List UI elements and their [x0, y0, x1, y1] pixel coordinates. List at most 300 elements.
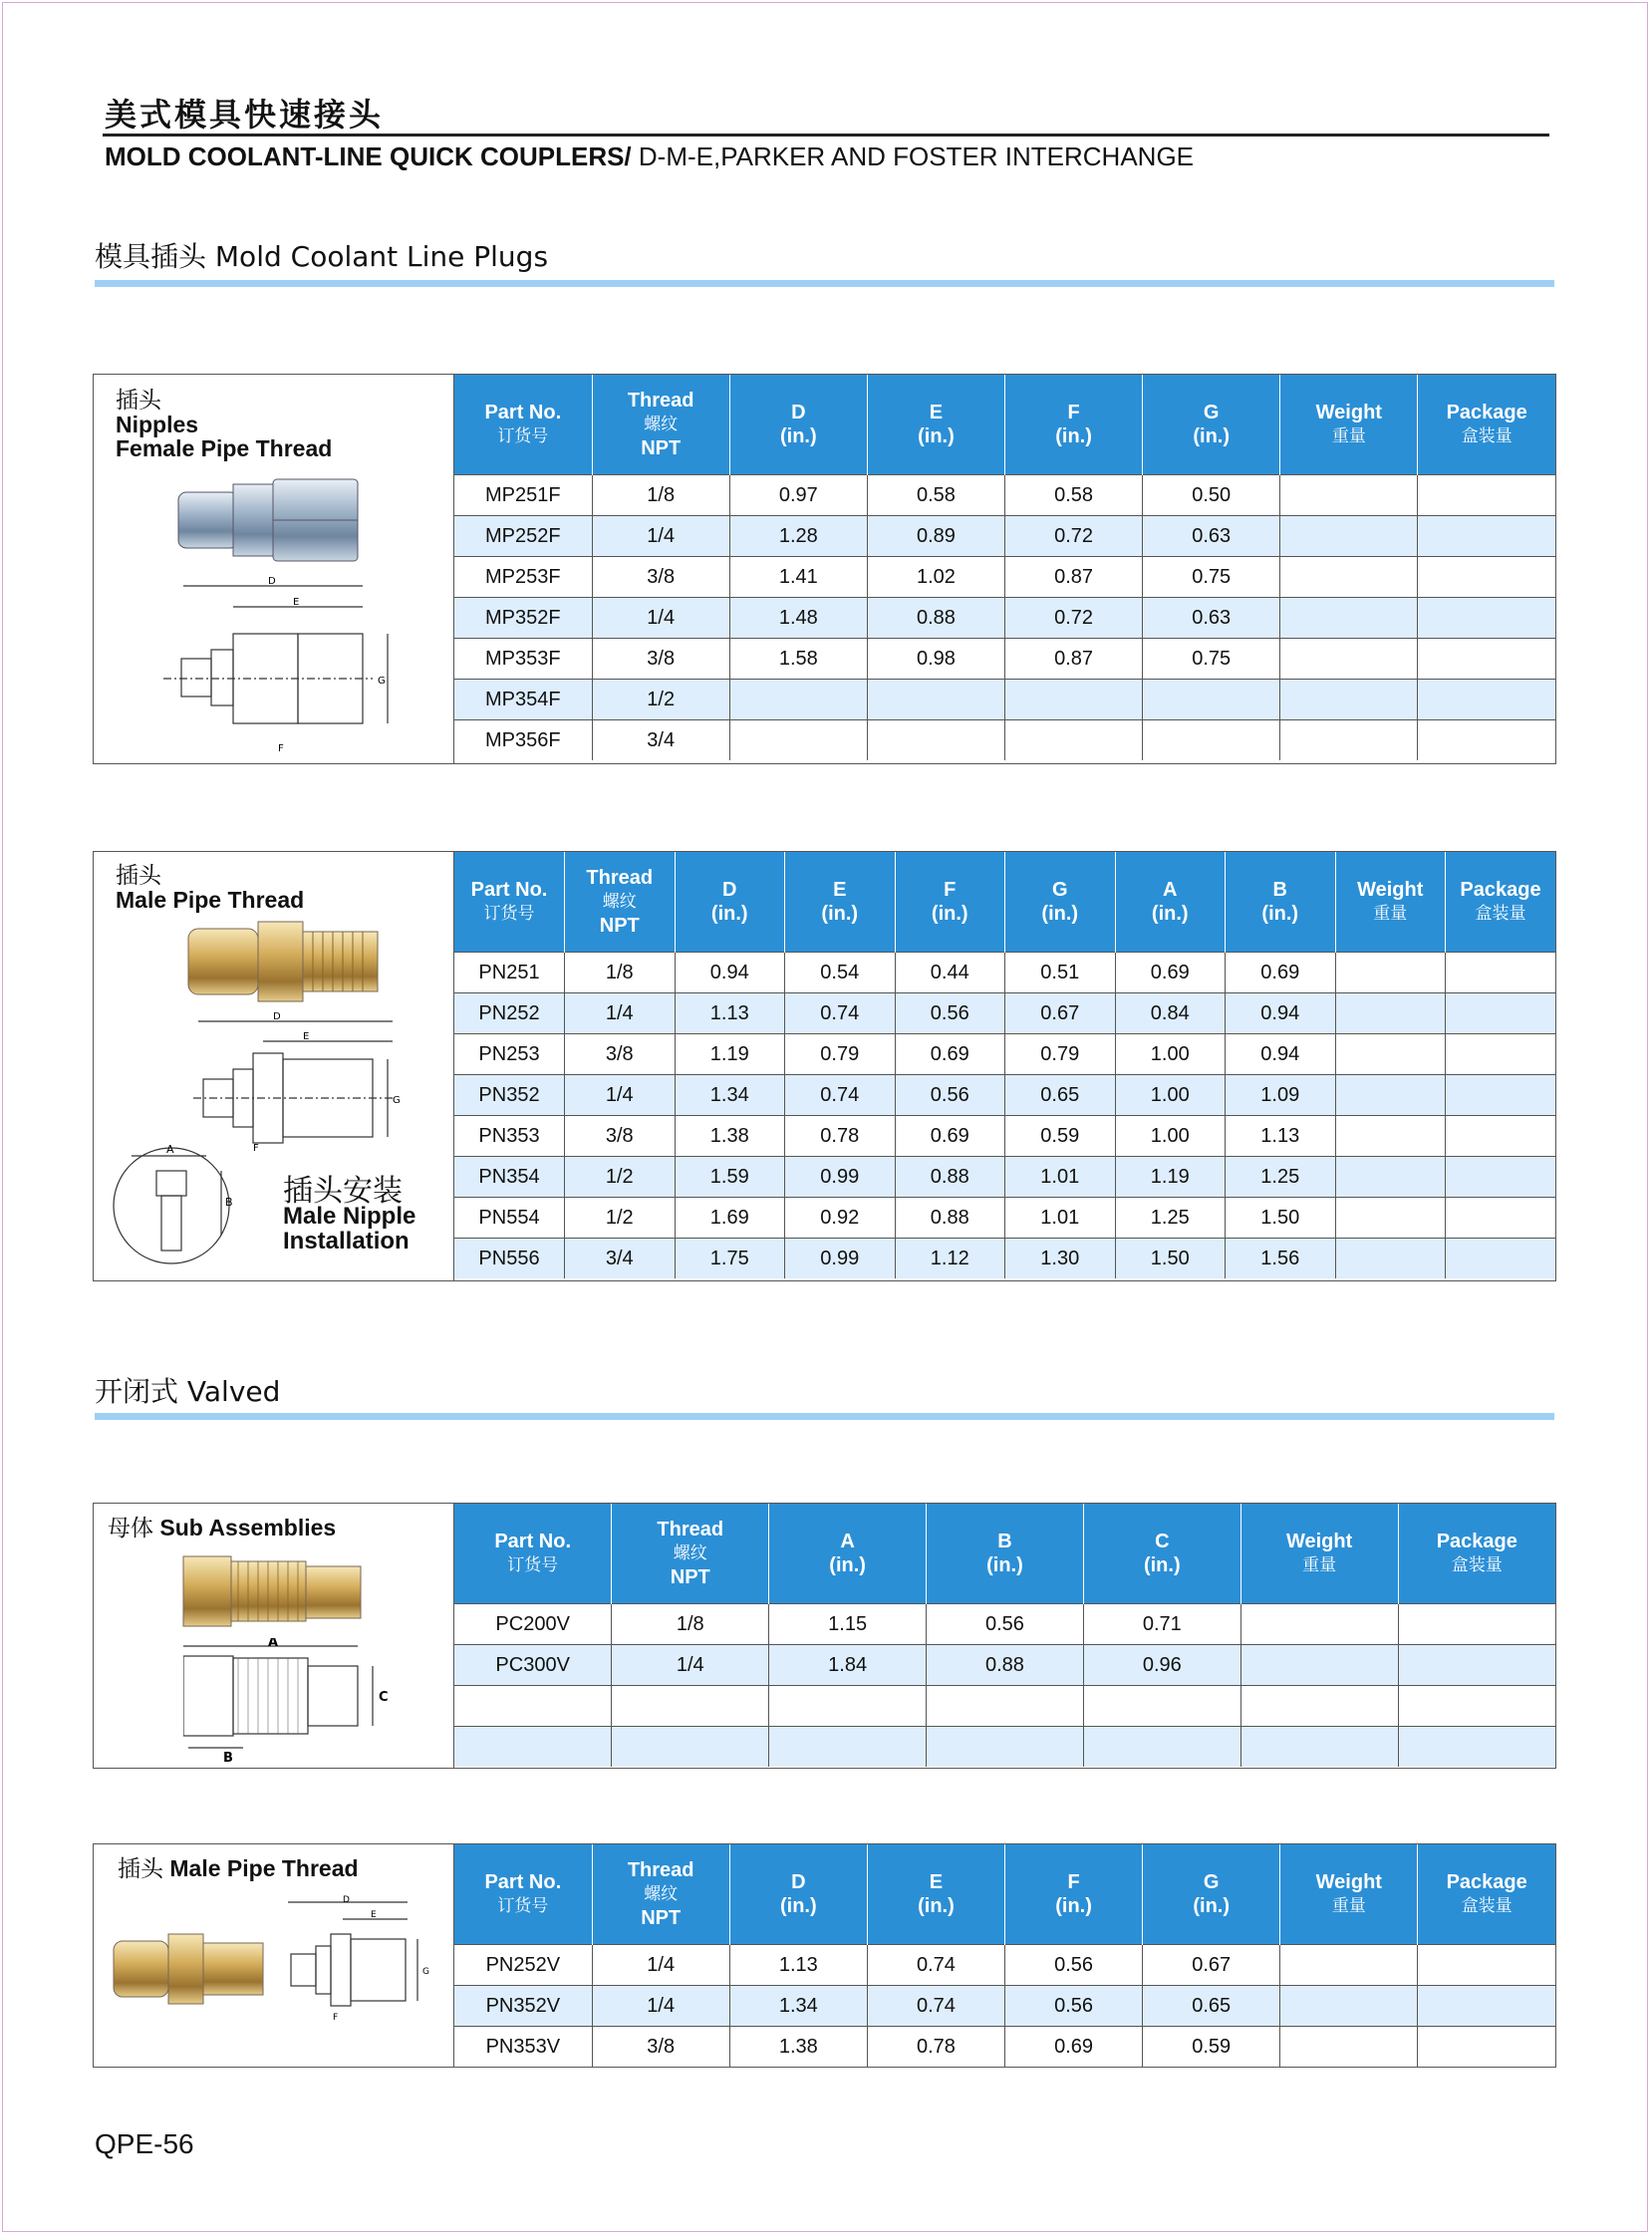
column-header	[454, 375, 592, 475]
header-line: 重量	[1373, 904, 1408, 924]
table-cell: 1.41	[729, 557, 867, 598]
valved-male-pipe-caption	[118, 1856, 359, 1881]
table-cell: 0.89	[867, 516, 1004, 557]
column-header	[1398, 1504, 1555, 1604]
table-cell	[1446, 1239, 1556, 1279]
table-cell: 0.96	[1083, 1645, 1240, 1686]
table-cell: 1.59	[675, 1157, 785, 1198]
table-cell: 0.58	[1005, 475, 1143, 516]
table-row	[454, 993, 1555, 1034]
table-cell: PN252V	[454, 1945, 592, 1986]
column-header	[612, 1504, 769, 1604]
column-header	[1240, 1504, 1398, 1604]
table-cell	[1335, 1239, 1446, 1279]
table-row	[454, 598, 1555, 639]
table-cell	[1143, 720, 1280, 761]
table-cell	[1280, 557, 1418, 598]
table-cell	[1240, 1727, 1398, 1768]
table-row	[454, 1645, 1555, 1686]
title-en-rest: D-M-E,PARKER AND FOSTER INTERCHANGE	[631, 141, 1195, 171]
installation-drawing	[112, 1141, 241, 1270]
table-cell: 1/4	[565, 1075, 676, 1116]
table-row	[454, 1727, 1555, 1768]
svg-text:G: G	[422, 1967, 429, 1977]
table-cell: 1.25	[1226, 1157, 1336, 1198]
table-cell: 0.88	[927, 1645, 1084, 1686]
svg-text:A: A	[268, 1638, 279, 1650]
table-cell	[1398, 1727, 1555, 1768]
svg-text:D: D	[273, 1011, 281, 1022]
nipple-female-photo	[173, 474, 373, 564]
table-cell	[1398, 1604, 1555, 1645]
header-line: 重量	[1302, 1555, 1337, 1575]
header-line: Package	[1460, 879, 1541, 901]
caption-cn: 插头	[116, 388, 161, 414]
header-line: 订货号	[507, 1555, 559, 1575]
table-cell: 1/4	[612, 1645, 769, 1686]
table-cell: 1.38	[675, 1116, 785, 1157]
table-cell: 0.99	[785, 1157, 896, 1198]
table-cell: MP352F	[454, 598, 592, 639]
table-cell: 0.75	[1143, 557, 1280, 598]
header-line: D	[722, 879, 737, 901]
table-cell: 0.69	[895, 1116, 1005, 1157]
column-header	[895, 852, 1005, 953]
sub-assemblies-table	[454, 1504, 1555, 1767]
table-cell: 1.19	[675, 1034, 785, 1075]
table-row	[454, 475, 1555, 516]
table-cell: 1/8	[612, 1604, 769, 1645]
table-row	[454, 1157, 1555, 1198]
valved-male-drawing	[283, 1894, 442, 2024]
table-cell: 0.56	[927, 1604, 1084, 1645]
header-line: (in.)	[1055, 425, 1092, 447]
sub-assemblies-image-pane	[94, 1504, 454, 1768]
table-cell	[769, 1686, 927, 1727]
section-plugs-bar	[95, 280, 1554, 287]
table-cell: 1.12	[895, 1239, 1005, 1279]
table-cell: 0.78	[785, 1116, 896, 1157]
table-cell: 1/2	[565, 1157, 676, 1198]
table-cell: 1.75	[675, 1239, 785, 1279]
table-cell: MP253F	[454, 557, 592, 598]
table-cell: 0.92	[785, 1198, 896, 1239]
table-cell	[1418, 2027, 1555, 2068]
header-line: F	[1067, 402, 1080, 423]
column-header	[785, 852, 896, 953]
header-line: Weight	[1285, 1531, 1353, 1552]
table-cell: 0.54	[785, 953, 896, 993]
column-header	[1418, 1844, 1555, 1945]
header-line: A	[840, 1531, 855, 1552]
table-cell	[1280, 2027, 1418, 2068]
table-cell	[1418, 1945, 1555, 1986]
table-cell: 0.56	[895, 993, 1005, 1034]
table-cell: 0.94	[1226, 1034, 1336, 1075]
column-header	[1226, 852, 1336, 953]
column-header	[1115, 852, 1226, 953]
table-cell	[1280, 598, 1418, 639]
header-line: E	[929, 1871, 944, 1893]
page-code: QPE-56	[95, 2128, 194, 2159]
table-cell	[1083, 1727, 1240, 1768]
table-cell	[1335, 1198, 1446, 1239]
header-line: (in.)	[1055, 1895, 1092, 1917]
column-header	[675, 852, 785, 953]
table-cell: 0.79	[1005, 1034, 1116, 1075]
table-cell: 1/2	[592, 680, 729, 720]
header-line: Thread	[657, 1519, 724, 1540]
header-line: (in.)	[1261, 903, 1299, 925]
table-cell: 0.97	[729, 475, 867, 516]
table-cell	[612, 1727, 769, 1768]
caption-en1: Nipples	[116, 412, 199, 437]
table-cell: MP353F	[454, 639, 592, 680]
table-cell: 3/8	[592, 557, 729, 598]
table-cell	[927, 1686, 1084, 1727]
svg-text:F: F	[278, 743, 284, 753]
column-header	[1143, 375, 1280, 475]
table-cell: 0.56	[895, 1075, 1005, 1116]
table-cell: PN354	[454, 1157, 565, 1198]
table-cell: PN252	[454, 993, 565, 1034]
header-line: (in.)	[986, 1554, 1023, 1576]
table-row	[454, 1686, 1555, 1727]
svg-text:E: E	[303, 1031, 310, 1042]
table-cell: 1.13	[675, 993, 785, 1034]
header-line: Thread	[586, 867, 654, 889]
table-cell: 1.13	[1226, 1116, 1336, 1157]
svg-text:A: A	[166, 1143, 174, 1156]
table-cell: MP354F	[454, 680, 592, 720]
table-cell	[867, 720, 1004, 761]
title-en-bold: MOLD COOLANT-LINE QUICK COUPLERS/	[105, 141, 632, 171]
table-cell	[1280, 639, 1418, 680]
table-cell: PN353V	[454, 2027, 592, 2068]
table-row	[454, 1116, 1555, 1157]
table-cell: 1/8	[565, 953, 676, 993]
table-cell: 0.74	[867, 1986, 1004, 2027]
column-header	[592, 1844, 729, 1945]
table-cell	[1446, 1157, 1556, 1198]
sub-assemblies-caption	[108, 1516, 336, 1540]
header-line: Weight	[1315, 402, 1382, 423]
svg-text:E: E	[371, 1910, 377, 1920]
caption-en: Male Pipe Thread	[116, 887, 305, 913]
column-header	[1280, 1844, 1418, 1945]
table-row	[454, 720, 1555, 761]
sub-assembly-photo	[178, 1551, 368, 1631]
table-row	[454, 639, 1555, 680]
table-cell	[1446, 1116, 1556, 1157]
section-plugs-heading: 模具插头 Mold Coolant Line Plugs	[95, 240, 549, 273]
section-valved-bar	[95, 1413, 1554, 1420]
table-cell	[1005, 680, 1143, 720]
table-cell: 0.65	[1143, 1986, 1280, 2027]
table-cell: 0.69	[1226, 953, 1336, 993]
header-line: Part No.	[470, 879, 548, 901]
table-cell: 1.56	[1226, 1239, 1336, 1279]
table-cell	[1335, 953, 1446, 993]
table-cell: 3/8	[592, 2027, 729, 2068]
header-line: Weight	[1357, 879, 1424, 901]
table-cell: 0.44	[895, 953, 1005, 993]
header-line: (in.)	[1193, 425, 1231, 447]
table-cell	[927, 1727, 1084, 1768]
svg-text:G: G	[393, 1095, 401, 1106]
table-cell: 1.01	[1005, 1198, 1116, 1239]
table-cell: 1.50	[1226, 1198, 1336, 1239]
column-header	[592, 375, 729, 475]
caption-en: Sub Assemblies	[159, 1515, 337, 1540]
table-cell	[1280, 1945, 1418, 1986]
column-header	[1446, 852, 1556, 953]
table-cell: 0.65	[1005, 1075, 1116, 1116]
table-cell: 0.88	[895, 1157, 1005, 1198]
svg-text:F: F	[253, 1143, 259, 1151]
svg-text:D: D	[268, 576, 276, 587]
header-line: Thread	[627, 1859, 694, 1881]
table-cell	[1446, 1075, 1556, 1116]
table-cell	[867, 680, 1004, 720]
header-line: G	[1203, 1871, 1220, 1893]
table-cell: 0.50	[1143, 475, 1280, 516]
header-line: 订货号	[497, 1896, 549, 1916]
header-line: 重量	[1331, 426, 1366, 446]
table-cell: 0.72	[1005, 598, 1143, 639]
valved-male-pipe-image-pane	[94, 1844, 454, 2067]
header-line: (in.)	[821, 903, 859, 925]
table-cell: 0.94	[1226, 993, 1336, 1034]
table-cell: 0.74	[785, 993, 896, 1034]
table-cell: 1/4	[565, 993, 676, 1034]
header-line: NPT	[599, 915, 640, 937]
header-line: (in.)	[918, 1895, 955, 1917]
table-cell	[729, 720, 867, 761]
header-line: (in.)	[1143, 1554, 1181, 1576]
column-header	[1083, 1504, 1240, 1604]
table-cell: 1.15	[769, 1604, 927, 1645]
table-cell: 0.78	[867, 2027, 1004, 2068]
caption-cn: 插头	[116, 863, 161, 889]
column-header	[1005, 375, 1143, 475]
header-line: C	[1155, 1531, 1170, 1552]
sub-assembly-drawing	[183, 1638, 413, 1763]
caption-en2: Female Pipe Thread	[116, 435, 333, 461]
table-cell: 0.75	[1143, 639, 1280, 680]
header-line: (in.)	[779, 425, 817, 447]
table-cell: 1.00	[1115, 1075, 1226, 1116]
header-line: B	[1272, 879, 1287, 901]
header-line: G	[1051, 879, 1068, 901]
table-cell: 1.38	[729, 2027, 867, 2068]
header-line: 螺纹	[644, 415, 679, 434]
column-header	[927, 1504, 1084, 1604]
table-cell: 3/8	[565, 1034, 676, 1075]
install-en1: Male Nipple	[283, 1203, 416, 1230]
table-cell: 0.87	[1005, 557, 1143, 598]
table-cell	[1418, 720, 1555, 761]
table-cell: 1.58	[729, 639, 867, 680]
header-line: (in.)	[1151, 903, 1189, 925]
table-cell	[1240, 1645, 1398, 1686]
column-header	[769, 1504, 927, 1604]
table-cell: 0.63	[1143, 598, 1280, 639]
header-line: A	[1163, 879, 1178, 901]
table-cell: 0.56	[1005, 1986, 1143, 2027]
svg-text:G: G	[378, 676, 386, 687]
table-cell	[1335, 1034, 1446, 1075]
table-cell: 1.34	[729, 1986, 867, 2027]
table-cell: PC300V	[454, 1645, 612, 1686]
sub-assemblies-block	[93, 1503, 1556, 1769]
table-cell: 0.88	[895, 1198, 1005, 1239]
svg-text:B: B	[223, 1751, 233, 1763]
header-line: NPT	[670, 1566, 710, 1588]
column-header	[1005, 852, 1116, 953]
table-cell: 0.98	[867, 639, 1004, 680]
table-cell	[769, 1727, 927, 1768]
table-row	[454, 1075, 1555, 1116]
table-cell: 1.02	[867, 557, 1004, 598]
header-line: Part No.	[494, 1531, 572, 1552]
table-cell	[729, 680, 867, 720]
nipples-female-block	[93, 374, 1556, 764]
column-header	[729, 375, 867, 475]
valved-male-pipe-table	[454, 1844, 1555, 2067]
table-cell	[1446, 953, 1556, 993]
table-cell: 1.28	[729, 516, 867, 557]
column-header	[1280, 375, 1418, 475]
header-line: 盒装量	[1461, 1896, 1513, 1916]
header-line: 订货号	[497, 426, 549, 446]
table-cell: 3/4	[565, 1239, 676, 1279]
table-row	[454, 516, 1555, 557]
header-line: 盒装量	[1451, 1555, 1503, 1575]
header-line: Part No.	[484, 402, 562, 423]
header-line: (in.)	[1041, 903, 1079, 925]
table-cell: 0.59	[1143, 2027, 1280, 2068]
install-en2: Installation	[283, 1228, 410, 1255]
table-row	[454, 1604, 1555, 1645]
column-header	[454, 1844, 592, 1945]
table-cell: PC200V	[454, 1604, 612, 1645]
table-cell: 0.84	[1115, 993, 1226, 1034]
table-cell: 1.50	[1115, 1239, 1226, 1279]
table-cell: 0.58	[867, 475, 1004, 516]
table-cell: 1/4	[592, 598, 729, 639]
table-cell: 1.84	[769, 1645, 927, 1686]
table-row	[454, 1945, 1555, 1986]
table-cell: 1.48	[729, 598, 867, 639]
table-cell: 1.01	[1005, 1157, 1116, 1198]
table-cell: PN251	[454, 953, 565, 993]
table-row	[454, 1198, 1555, 1239]
table-cell: 0.59	[1005, 1116, 1116, 1157]
header-line: 盒装量	[1475, 904, 1526, 924]
header-line: 螺纹	[602, 892, 637, 912]
svg-text:B: B	[225, 1196, 233, 1209]
column-header	[454, 1504, 612, 1604]
table-cell	[1418, 639, 1555, 680]
table-cell	[1398, 1686, 1555, 1727]
header-line: (in.)	[779, 1895, 817, 1917]
table-cell: 0.88	[867, 598, 1004, 639]
table-cell: 1.09	[1226, 1075, 1336, 1116]
column-header	[867, 1844, 1004, 1945]
header-line: (in.)	[710, 903, 748, 925]
table-cell: PN352V	[454, 1986, 592, 2027]
table-cell: 0.87	[1005, 639, 1143, 680]
page-title-en	[105, 141, 1194, 172]
table-cell	[1335, 993, 1446, 1034]
column-header	[729, 1844, 867, 1945]
nipples-female-image-pane	[94, 375, 454, 763]
table-cell: 0.69	[895, 1034, 1005, 1075]
svg-text:F: F	[333, 2013, 339, 2023]
table-row	[454, 2027, 1555, 2068]
caption-en: Male Pipe Thread	[169, 1855, 359, 1881]
table-cell: 0.67	[1143, 1945, 1280, 1986]
table-cell: 1/4	[592, 1986, 729, 2027]
table-cell	[1446, 993, 1556, 1034]
table-cell	[1418, 598, 1555, 639]
table-cell: 0.79	[785, 1034, 896, 1075]
header-line: NPT	[641, 437, 682, 459]
table-cell: 1.00	[1115, 1034, 1226, 1075]
table-cell	[1280, 516, 1418, 557]
header-line: F	[1067, 1871, 1080, 1893]
table-cell: 1/4	[592, 516, 729, 557]
table-cell	[1418, 475, 1555, 516]
table-cell: 0.69	[1115, 953, 1226, 993]
svg-text:C: C	[379, 1690, 389, 1705]
header-line: B	[997, 1531, 1012, 1552]
header-line: Part No.	[484, 1871, 562, 1893]
table-cell: 1.00	[1115, 1116, 1226, 1157]
table-cell: 0.69	[1005, 2027, 1143, 2068]
header-line: Thread	[627, 390, 694, 412]
table-cell: 3/8	[592, 639, 729, 680]
column-header	[454, 852, 565, 953]
column-header	[1335, 852, 1446, 953]
column-header	[1418, 375, 1555, 475]
table-cell: MP356F	[454, 720, 592, 761]
table-cell	[1446, 1198, 1556, 1239]
table-cell: 1/2	[565, 1198, 676, 1239]
table-cell: PN554	[454, 1198, 565, 1239]
table-cell	[1398, 1645, 1555, 1686]
header-line: 订货号	[483, 904, 535, 924]
install-caption	[283, 1174, 416, 1255]
valved-male-photo	[109, 1929, 268, 2009]
table-cell: PN353	[454, 1116, 565, 1157]
male-pipe-block	[93, 851, 1556, 1281]
table-cell	[1280, 475, 1418, 516]
table-row	[454, 953, 1555, 993]
table-cell: 0.63	[1143, 516, 1280, 557]
table-cell	[1280, 1986, 1418, 2027]
header-line: Package	[1446, 1871, 1527, 1893]
column-header	[867, 375, 1004, 475]
svg-text:E: E	[293, 597, 300, 608]
header-line: D	[791, 402, 806, 423]
table-cell: 0.67	[1005, 993, 1116, 1034]
table-cell: 3/4	[592, 720, 729, 761]
header-line: Weight	[1315, 1871, 1382, 1893]
table-cell	[454, 1686, 612, 1727]
header-line: 盒装量	[1461, 426, 1513, 446]
